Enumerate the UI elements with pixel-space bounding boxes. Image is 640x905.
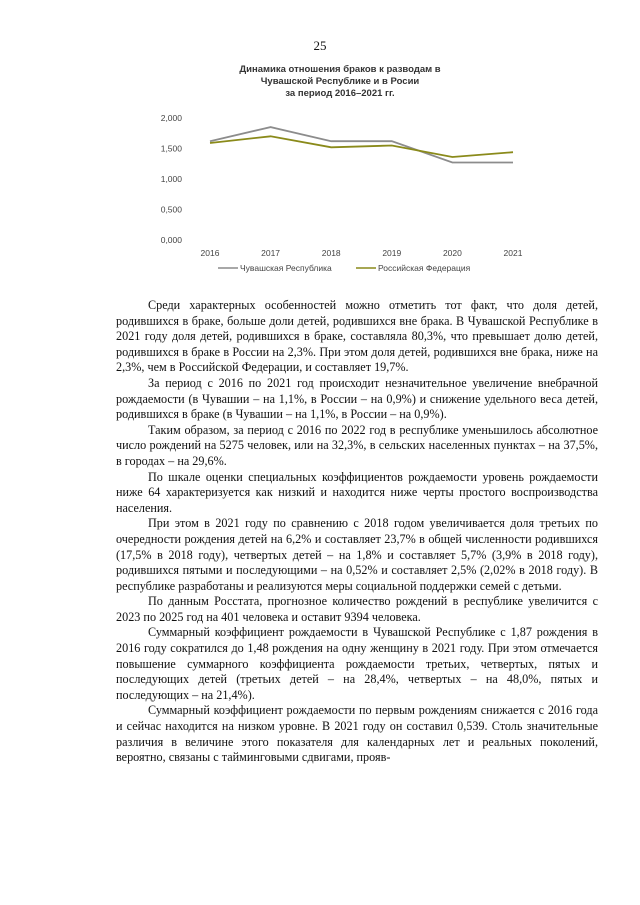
chart-plot [140,58,540,280]
y-tick-label: 2,000 [160,113,182,123]
chart-title-line: Чувашской Республике и в Росии [260,76,420,87]
y-tick-label: 0,000 [160,235,182,245]
x-tick-label: 2021 [503,248,523,258]
body-text [116,298,598,766]
body-paragraph: Среди характерных особенностей можно отметить тот факт, что доля детей, родившихся в браке, больше доли детей, родившихся вне брака. В Чувашской Республике в 2021 году доля детей, родившихся в браке, составляла 80,3%, что превышает долю детей, родившихся в браке в России на 2,3%. При этом доля детей, родившихся вне брака, ниже на 2,3%, чем в Российской Федерации, и составляет 19,7%. [116,298,598,375]
body-paragraph: При этом в 2021 году по сравнению с 2018 годом увеличивается доля третьих по очередности рождения детей на 6,2% и составляет 23,7% в общей численности родившихся (17,5% в 2018 году), четвертых детей – на 1,8% и составляет 5,7% (3,9% в 2018 году), родившихся пятыми и последующими – на 0,52% и составляет 2,5% (2,02% в 2018 году). В республике разработаны и реализуются меры социальной поддержки семей с детьми. [116,516,598,593]
body-paragraph: Суммарный коэффициент рождаемости по первым рождениям снижается с 2016 года и сейчас находится на низком уровне. В 2021 году он составил 0,539. Столь значительные различия в величине этого показателя для календарных лет и реальных поколений, вероятно, связаны с тайминговыми сдвигами, прояв- [116,703,598,765]
y-tick-label: 1,000 [160,174,182,184]
y-tick-label: 1,500 [160,143,182,154]
x-tick-label: 2018 [321,248,341,258]
series-line [210,127,513,162]
chart-title-line: Динамика отношения браков к разводам в [239,64,441,75]
marriage-divorce-chart [140,58,540,280]
legend-label: Российская Федерация [378,263,471,273]
y-tick-label: 0,500 [160,204,182,215]
body-paragraph: Таким образом, за период с 2016 по 2022 год в республике уменьшилось абсолютное число рождений на 5275 человек, или на 32,3%, в сельских населенных пунктах – на 37,5%, в городах – на 29,6%. [116,422,598,468]
x-tick-label: 2016 [200,248,220,258]
body-paragraph: Суммарный коэффициент рождаемости в Чувашской Республике с 1,87 рождения в 2016 году сократился до 1,48 рождения на одну женщину в 2021 году. При этом отмечается повышение суммарного коэффициента рождаемости третьих, четвертых, пятых и последующих детей (третьих детей – на 28,4%, четвертых – на 48,0%, пятых и последующих – на 21,4%). [116,625,598,702]
body-paragraph: По данным Росстата, прогнозное количество рождений в республике увеличится с 2023 по 2025 год на 401 человека и оставит 9394 человека. [116,594,598,624]
chart-title-line: за период 2016–2021 гг. [285,88,395,99]
body-paragraph: За период с 2016 по 2021 год происходит незначительное увеличение внебрачной рождаемости (в Чувашии – на 1,1%, в России – на 0,9%) и снижение удельного веса детей, родившихся в браке (в Чувашии – на 1,1%, в России – на 0,9%). [116,375,598,422]
x-tick-label: 2020 [442,248,462,258]
legend-label: Чувашская Республика [240,263,332,273]
x-tick-label: 2019 [382,248,402,258]
body-paragraph: По шкале оценки специальных коэффициентов рождаемости уровень рождаемости ниже 64 характеризуется как низкий и находится ниже черты простого воспроизводства населения. [116,469,598,515]
page-number: 25 [313,38,327,53]
series-line [210,136,513,157]
x-tick-label: 2017 [261,248,281,258]
